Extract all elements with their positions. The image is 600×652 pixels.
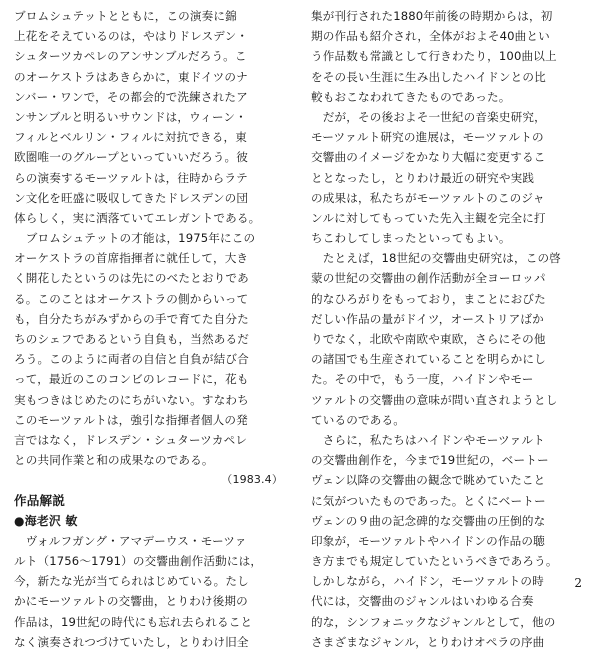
author-name: ●海老沢 敏 <box>14 513 78 528</box>
text-line: モーツァルト研究の進展は，モーツァルトの <box>311 130 544 145</box>
text-line: ンルに対してもっていた先入主観を完全に打 <box>311 210 546 225</box>
text-line: 集が刊行された1880年前後の時期からは，初 <box>311 9 553 23</box>
text-line: た。その中で，もう一度，ハイドンやモー <box>311 372 534 387</box>
text-line: る。このことはオーケストラの側からいって <box>14 291 249 306</box>
text-line: 印象が，モーツァルトやハイドンの作品の聴 <box>311 533 545 548</box>
text-line: らの演奏するモーツァルトは，往時からラテ <box>14 170 248 185</box>
text-line: 実もつきはじめたのにちがいない。すなわち <box>14 392 249 407</box>
text-line: をその長い生涯に生み出したハイドンとの比 <box>311 69 546 84</box>
text-line: ルト（1756～1791）の交響曲創作活動には， <box>14 554 263 569</box>
text-line: 的な，シンフォニックなジャンルとして，他の <box>311 614 556 629</box>
text-line: のオーケストラはあきらかに，東ドイツのナ <box>14 69 248 84</box>
text-line: ブロムシュテットの才能は，1975年にこの <box>14 231 256 246</box>
text-line: さまざまなジャンル，とりわけオペラの序曲 <box>311 634 545 649</box>
text-line: の交響曲創作を，今まで19世紀の，ベートー <box>311 453 549 468</box>
text-line: 的なひろがりをもっており，まことにおびた <box>311 291 546 306</box>
text-line: 蒙の世紀の交響曲の創作活動が全ヨーロッパ <box>311 271 546 286</box>
text-line: に気がついたものであった。とくにベートー <box>311 493 546 508</box>
text-line: の成果は，私たちがモーツァルトのこのジャ <box>311 190 545 205</box>
text-line: く開花したというのは先にのべたとおりであ <box>14 271 249 286</box>
text-line: 欧圏唯一のグループといっていいだろう。彼 <box>14 150 248 165</box>
text-line: ン文化を旺盛に吸収してきたドレスデンの団 <box>14 190 249 205</box>
text-line: さらに，私たちはハイドンやモーツァルト <box>311 432 545 447</box>
text-line: 体らしく，実に洒落ていてエレガントである。 <box>14 210 261 225</box>
text-line: シュターツカペレのアンサンブルだろう。こ <box>14 49 247 64</box>
text-line: ヴォルフガング・アマデーウス・モーツァ <box>14 533 247 548</box>
text-line: りでなく，北欧や南欧や東欧，さらにその他 <box>311 332 546 346</box>
text-line: 交響曲のイメージをかなり大幅に変更するこ <box>311 150 546 165</box>
text-line: き方までも規定していたというべきであろう。 <box>311 554 558 569</box>
text-line: だが，その後およそ一世紀の音楽史研究， <box>311 109 546 124</box>
text-line: オーケストラの首席指揮者に就任して，大き <box>14 251 249 266</box>
text-line: フィルとベルリン・フィルに対抗できる，東 <box>14 130 248 145</box>
text-line: う作品数も常識として行きわたり，100曲以上 <box>311 49 557 64</box>
text-line: しかしながら，ハイドン，モーツァルトの時 <box>311 574 544 589</box>
left-column <box>14 6 287 652</box>
page-number: 2 <box>574 576 582 590</box>
text-line: ツァルトの交響曲の意味が問い直されようとし <box>311 392 558 407</box>
text-line: ヴェン以降の交響曲の観念で眺めていたこと <box>311 473 546 488</box>
text-line: たとえば，18世紀の交響曲史研究は，この啓 <box>311 251 561 266</box>
text-line: ととなったし，とりわけ最近の研究や実践 <box>311 170 535 185</box>
text-line: も，自分たちがみずからの手で育てた自分た <box>14 311 249 326</box>
text-line: ヴェンの９曲の記念碑的な交響曲の圧倒的な <box>311 513 546 528</box>
text-line: ちのシェフであるという自負も，当然あるだ <box>14 332 249 346</box>
text-line: 今，新たな光が当てられはじめている。たし <box>14 574 249 589</box>
text-line: ちこわしてしまったといってもよい。 <box>311 231 511 246</box>
text-line: との共同作業と和の成果なのである。 <box>14 453 214 468</box>
text-line: なく演奏されつづけていたし，とりわけ旧全 <box>14 634 249 649</box>
text-line: 言ではなく，ドレスデン・シュターツカペレ <box>14 432 248 447</box>
text-line: ろう。このように両者の自信と自負が結び合 <box>14 352 249 367</box>
text-line: って，最近のこのコンビのレコードに，花も <box>14 372 249 387</box>
text-line: 上花をそえているのは，やはりドレスデン・ <box>14 29 249 44</box>
text-line: だしい作品の量がドイツ，オーストリアばか <box>311 311 544 326</box>
text-line: ンバー・ワンで，その都会的で洗練されたア <box>14 89 248 104</box>
right-column <box>311 6 587 652</box>
text-line: このモーツァルトは，強引な指揮者個人の発 <box>14 412 248 427</box>
text-line: かにモーツァルトの交響曲，とりわけ後期の <box>14 594 248 609</box>
text-line: ブロムシュテットとともに，この演奏に錦 <box>14 9 237 23</box>
text-line: 期の作品も紹介され，全体がおよそ40曲とい <box>311 29 550 44</box>
text-line: ンサンブルと明るいサウンドは，ウィーン・ <box>14 109 247 124</box>
date-note: （1983.4） <box>221 473 283 487</box>
text-line: 作品は，19世紀の時代にも忘れ去られること <box>14 614 253 629</box>
text-line: の諸国でも生産されていることを明らかにし <box>311 352 546 367</box>
text-line: 代には，交響曲のジャンルはいわゆる合奏 <box>311 594 534 609</box>
section-heading: 作品解説 <box>14 492 65 508</box>
text-line: 較もおこなわれてきたものであった。 <box>311 89 511 104</box>
text-line: ているのである。 <box>311 412 405 427</box>
